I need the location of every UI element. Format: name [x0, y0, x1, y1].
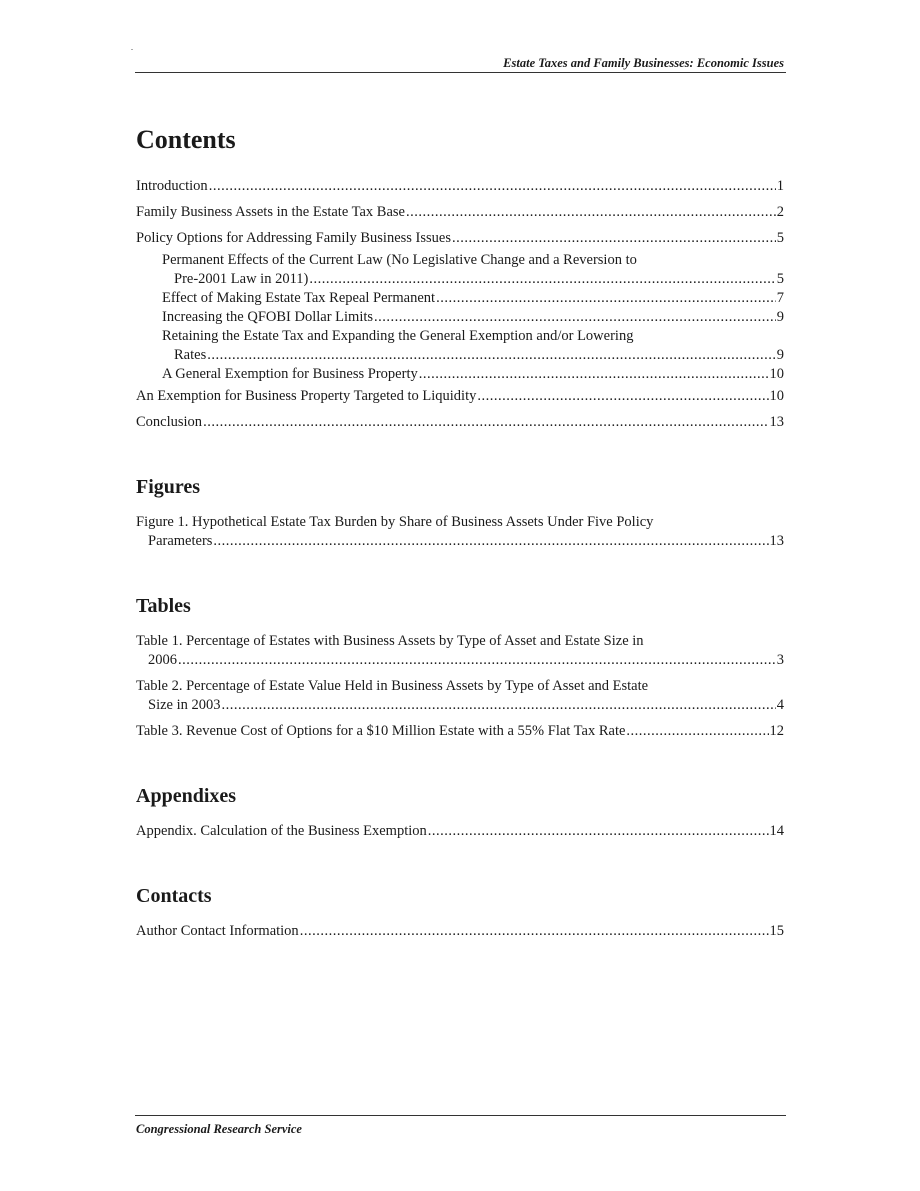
- tables-heading: Tables: [136, 595, 191, 617]
- footer-text: Congressional Research Service: [136, 1122, 302, 1136]
- toc-entry-table-1[interactable]: Table 1. Percentage of Estates with Business Assets by Type of Asset and Estate Size in 2006 ..... 3: [136, 632, 784, 670]
- contacts-heading: Contacts: [136, 885, 212, 907]
- toc-entry-permanent-effects[interactable]: Permanent Effects of the Current Law (No Legislative Change and a Reversion to Pre-2001 Law in 2011) ..... 5: [136, 251, 784, 289]
- toc-entry-author-contact[interactable]: Author Contact Information ..... 15: [136, 922, 784, 941]
- toc-entry-appendix[interactable]: Appendix. Calculation of the Business Exemption ..... 14: [136, 822, 784, 841]
- toc-entry-family-business-assets[interactable]: Family Business Assets in the Estate Tax Base ..... 2: [136, 203, 784, 222]
- figures-heading: Figures: [136, 476, 201, 498]
- toc-entry-table-2[interactable]: Table 2. Percentage of Estate Value Held in Business Assets by Type of Asset and Estate Size in 2003 ..... 4: [136, 677, 784, 715]
- toc-entry-figure-1[interactable]: Figure 1. Hypothetical Estate Tax Burden by Share of Business Assets Under Five Policy Parameters ..... 13: [136, 513, 784, 551]
- stray-mark: .: [131, 43, 133, 52]
- toc-entry-conclusion[interactable]: Conclusion ..... 13: [136, 413, 784, 432]
- header-title: Estate Taxes and Family Businesses: Economic Issues: [503, 56, 784, 70]
- toc-entry-qfobi-limits[interactable]: Increasing the QFOBI Dollar Limits ..... 9: [136, 308, 784, 327]
- page-footer: [135, 1115, 786, 1136]
- toc-entry-general-exemption[interactable]: A General Exemption for Business Property ..... 10: [136, 365, 784, 384]
- contents-heading: Contents: [136, 125, 236, 154]
- page-header: [135, 54, 786, 73]
- toc-entry-table-3[interactable]: Table 3. Revenue Cost of Options for a $10 Million Estate with a 55% Flat Tax Rate ..... 12: [136, 722, 784, 741]
- toc-entry-liquidity-exemption[interactable]: An Exemption for Business Property Targeted to Liquidity ..... 10: [136, 387, 784, 406]
- appendixes-heading: Appendixes: [136, 785, 237, 807]
- toc-entry-retaining-estate-tax[interactable]: Retaining the Estate Tax and Expanding the General Exemption and/or Lowering Rates ..... 9: [136, 327, 784, 365]
- toc-entry-repeal-permanent[interactable]: Effect of Making Estate Tax Repeal Permanent ..... 7: [136, 289, 784, 308]
- toc-entry-policy-options[interactable]: Policy Options for Addressing Family Business Issues ..... 5: [136, 229, 784, 248]
- toc-entry-introduction[interactable]: Introduction ..... 1: [136, 177, 784, 196]
